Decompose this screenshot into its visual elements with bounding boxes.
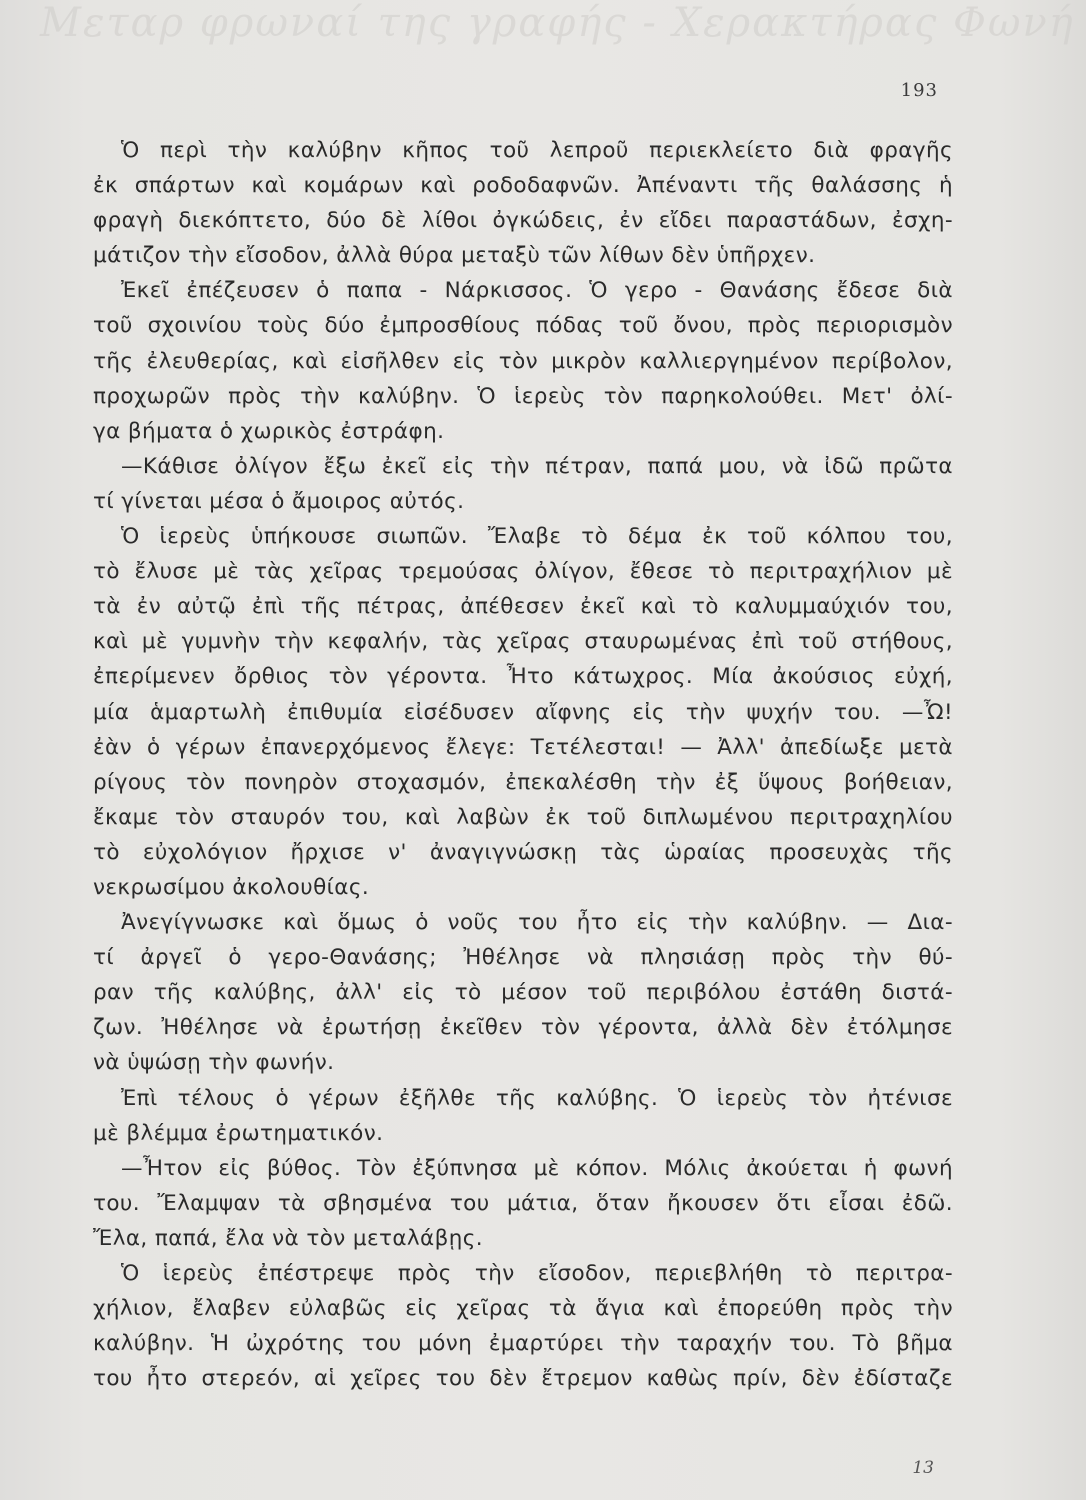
text-line: Ὁ ἱερεὺς ὑπήκουσε σιωπῶν. Ἔλαβε τὸ δέμα ἐκ τοῦ κόλπου του,	[121, 524, 953, 550]
signature-mark: 13	[912, 1458, 934, 1478]
text-line: ἐπερίμενεν ὄρθιος τὸν γέροντα. Ἦτο κάτωχρος. Μία ἀκούσιος εὐχή,	[93, 664, 953, 690]
text-line: Ὁ ἱερεὺς ἐπέστρεψε πρὸς τὴν εἴσοδον, περιεβλήθη τὸ περιτρα-	[121, 1261, 953, 1286]
text-line: τὸ ἔλυσε μὲ τὰς χεῖρας τρεμούσας ὀλίγον, ἔθεσε τὸ περιτραχήλιον μὲ	[93, 559, 953, 585]
text-line: μὲ βλέμμα ἐρωτηματικόν.	[93, 1120, 384, 1146]
text-line: —Κάθισε ὀλίγον ἔξω ἐκεῖ εἰς τὴν πέτραν, παπά μου, νὰ ἰδῶ πρῶτα	[121, 453, 953, 479]
text-line: γα βήματα ὁ χωρικὸς ἐστράφη.	[93, 418, 445, 444]
text-line: ἐὰν ὁ γέρων ἐπανερχόμενος ἔλεγε: Τετέλεσται! — Ἀλλ' ἀπεδίωξε μετὰ	[93, 734, 953, 760]
text-line: ραν τῆς καλύβης, ἀλλ' εἰς τὸ μέσον τοῦ περιβόλου ἐστάθη διστά-	[93, 980, 953, 1006]
text-line: μία ἁμαρτωλὴ ἐπιθυμία εἰσέδυσεν αἴφνης εἰς τὴν ψυχήν του. —Ὦ!	[93, 699, 953, 725]
text-line: του. Ἔλαμψαν τὰ σβησμένα του μάτια, ὅταν ἤκουσεν ὅτι εἶσαι ἐδῶ.	[93, 1190, 953, 1216]
text-line: τοῦ σχοινίου τοὺς δύο ἐμπροσθίους πόδας τοῦ ὄνου, πρὸς περιορισμὸν	[93, 313, 953, 339]
text-line: ἔκαμε τὸν σταυρόν του, καὶ λαβὼν ἐκ τοῦ διπλωμένου περιτραχηλίου	[93, 804, 953, 830]
text-line: νὰ ὑψώσῃ τὴν φωνήν.	[93, 1050, 335, 1076]
text-line: μάτιζον τὴν εἴσοδον, ἀλλὰ θύρα μεταξὺ τῶν λίθων δὲν ὑπῆρχεν.	[93, 243, 816, 269]
text-line: ἐκ σπάρτων καὶ κομάρων καὶ ροδοδαφνῶν. Ἀπέναντι τῆς θαλάσσης ἡ	[93, 173, 953, 199]
text-line: τί ἀργεῖ ὁ γερο-Θανάσης; Ἠθέλησε νὰ πλησιάσῃ πρὸς τὴν θύ-	[93, 945, 953, 971]
text-line: χήλιον, ἔλαβεν εὐλαβῶς εἰς χεῖρας τὰ ἅγια καὶ ἐπορεύθη πρὸς τὴν	[93, 1296, 953, 1322]
body-text	[93, 133, 953, 1396]
text-line: Ἐπὶ τέλους ὁ γέρων ἐξῆλθε τῆς καλύβης. Ὁ ἱερεὺς τὸν ἠτένισε	[121, 1085, 953, 1111]
text-line: τί γίνεται μέσα ὁ ἄμοιρος αὐτός.	[93, 488, 465, 514]
text-line: φραγὴ διεκόπτετο, δύο δὲ λίθοι ὀγκώδεις, ἐν εἴδει παραστάδων, ἐσχη-	[93, 208, 953, 234]
text-line: καὶ μὲ γυμνὴν τὴν κεφαλήν, τὰς χεῖρας σταυρωμένας ἐπὶ τοῦ στήθους,	[93, 629, 953, 655]
text-line: Ἔλα, παπά, ἔλα νὰ τὸν μεταλάβῃς.	[93, 1225, 484, 1251]
text-line: νεκρωσίμου ἀκολουθίας.	[93, 874, 370, 900]
text-line: Ὁ περὶ τὴν καλύβην κῆπος τοῦ λεπροῦ περιεκλείετο διὰ φραγῆς	[121, 138, 953, 163]
text-line: προχωρῶν πρὸς τὴν καλύβην. Ὁ ἱερεὺς τὸν παρηκολούθει. Μετ' ὀλί-	[93, 383, 953, 409]
text-line: Ἀνεγίγνωσκε καὶ ὅμως ὁ νοῦς του ἦτο εἰς τὴν καλύβην. — Δια-	[121, 910, 953, 936]
text-line: καλύβην. Ἡ ὠχρότης του μόνη ἐμαρτύρει τὴν ταραχήν του. Τὸ βῆμα	[93, 1331, 953, 1357]
text-line: ρίγους τὸν πονηρὸν στοχασμόν, ἐπεκαλέσθη τὴν ἐξ ὕψους βοήθειαν,	[93, 769, 953, 795]
text-line: ζων. Ἠθέλησε νὰ ἐρωτήσῃ ἐκεῖθεν τὸν γέροντα, ἀλλὰ δὲν ἐτόλμησε	[93, 1015, 953, 1041]
text-line: τὰ ἐν αὐτῷ ἐπὶ τῆς πέτρας, ἀπέθεσεν ἐκεῖ καὶ τὸ καλυμμαύχιόν του,	[93, 594, 953, 620]
text-line: —Ἦτον εἰς βύθος. Τὸν ἐξύπνησα μὲ κόπον. Μόλις ἀκούεται ἡ φωνή	[121, 1155, 953, 1181]
text-line: τῆς ἐλευθερίας, καὶ εἰσῆλθεν εἰς τὸν μικρὸν καλλιεργημένον περίβολον,	[93, 348, 953, 374]
text-line: του ἦτο στερεόν, αἱ χεῖρες του δὲν ἔτρεμον καθὼς πρίν, δὲν ἐδίσταζε	[93, 1366, 953, 1392]
text-line: τὸ εὐχολόγιον ἤρχισε ν' ἀναγιγνώσκῃ τὰς ὡραίας προσευχὰς τῆς	[93, 839, 953, 865]
bleed-through-text: Μεταρ φρωναί της γραφής - Χερακτήρας Φωνή	[40, 0, 1075, 46]
page-number: 193	[900, 80, 938, 101]
text-line: Ἐκεῖ ἐπέζευσεν ὁ παπα - Νάρκισσος. Ὁ γερο - Θανάσης ἔδεσε διὰ	[121, 278, 953, 304]
